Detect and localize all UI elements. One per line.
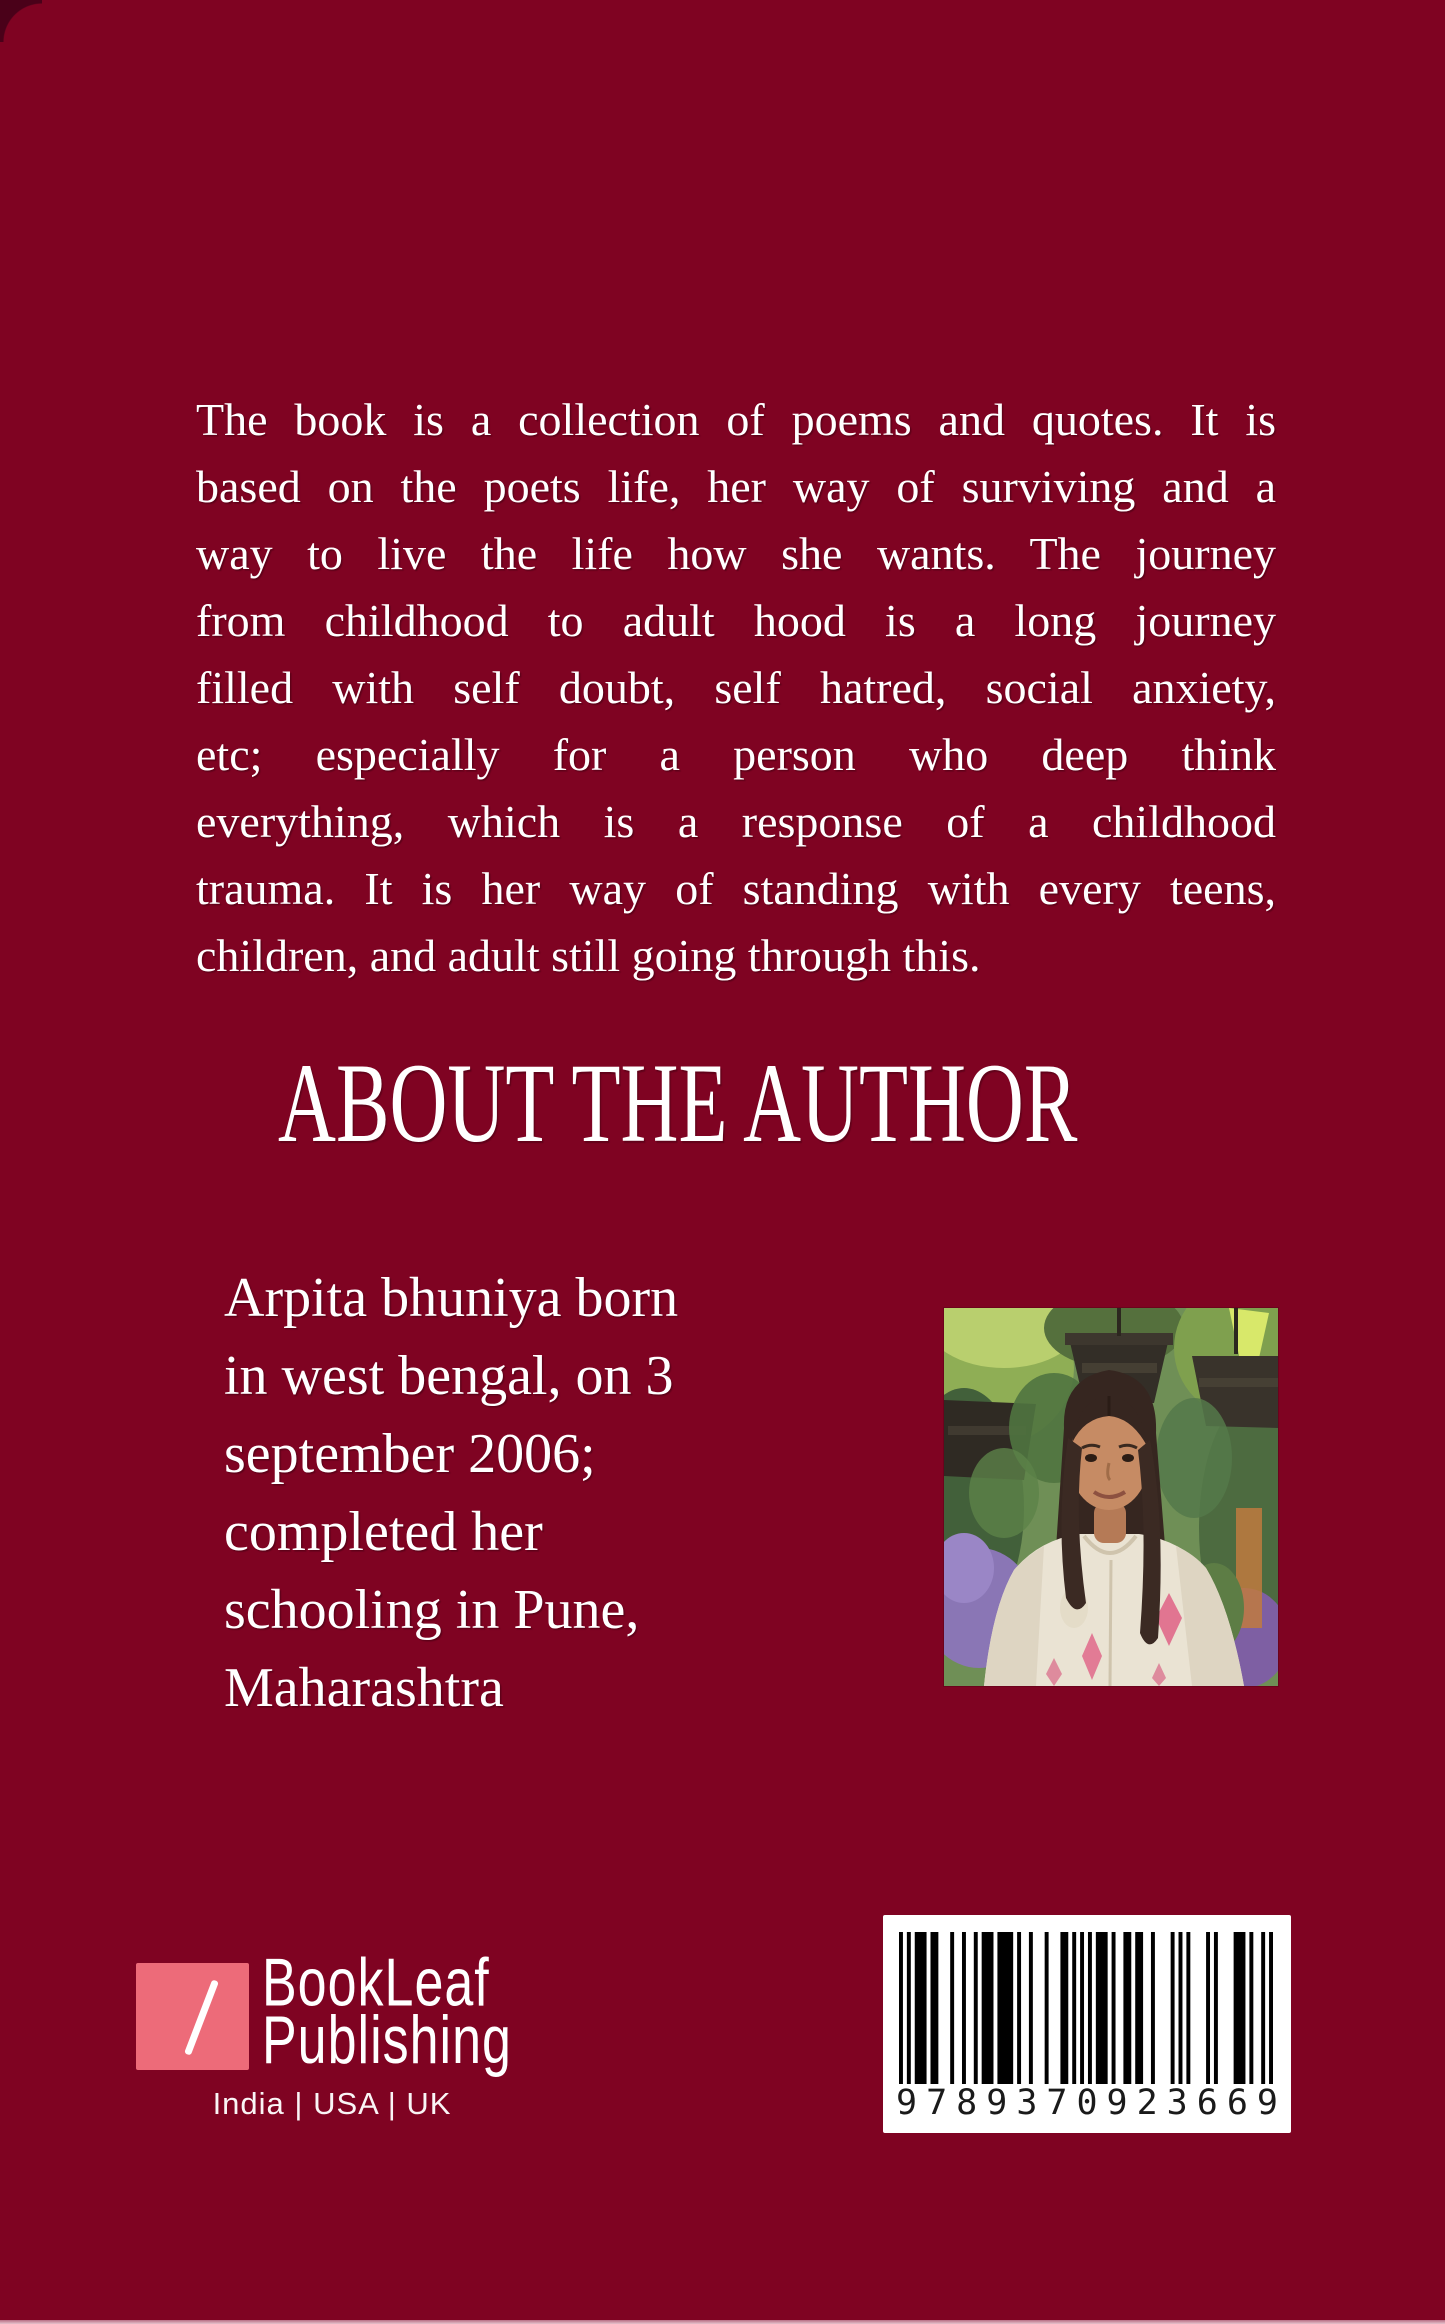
author-bio — [224, 1259, 924, 1727]
slash-icon — [184, 1979, 219, 2055]
isbn-number: 9789370923669 — [896, 2083, 1287, 2123]
barcode — [883, 1915, 1291, 2133]
bio-line: september 2006; — [224, 1423, 596, 1485]
bottom-edge-artifact — [0, 2320, 1445, 2324]
bio-line: Maharashtra — [224, 1657, 504, 1719]
description-line: from childhood to adult hood is a long journey — [196, 595, 1276, 646]
description-line: filled with self doubt, self hatred, social anxiety, — [196, 662, 1276, 713]
publisher-name — [262, 1945, 512, 2079]
description-line: based on the poets life, her way of surviving and a — [196, 461, 1276, 512]
publisher-regions: India | USA | UK — [212, 2086, 452, 2121]
bio-line: completed her — [224, 1501, 543, 1563]
description-line: everything, which is a response of a childhood — [196, 796, 1276, 847]
about-the-author-heading: ABOUT THE AUTHOR — [278, 1041, 1078, 1166]
bio-line: Arpita bhuniya born — [224, 1267, 679, 1329]
publisher-name-line1: BookLeaf — [262, 1945, 490, 2022]
description-line: trauma. It is her way of standing with every teens, — [196, 863, 1276, 914]
author-photo — [944, 1308, 1278, 1686]
bio-line: in west bengal, on 3 — [224, 1345, 674, 1407]
description-line: etc; especially for a person who deep think — [196, 729, 1276, 780]
barcode-bars — [899, 1932, 1273, 2084]
corner-shadow — [0, 0, 42, 42]
book-description — [196, 386, 1276, 989]
description-line: way to live the life how she wants. The journey — [196, 528, 1276, 579]
publisher-logo-mark — [136, 1963, 249, 2070]
description-line: children, and adult still going through this. — [196, 930, 981, 981]
bio-line: schooling in Pune, — [224, 1579, 640, 1641]
publisher-name-line2: Publishing — [262, 2003, 512, 2079]
description-line: The book is a collection of poems and quotes. It is — [196, 394, 1276, 445]
